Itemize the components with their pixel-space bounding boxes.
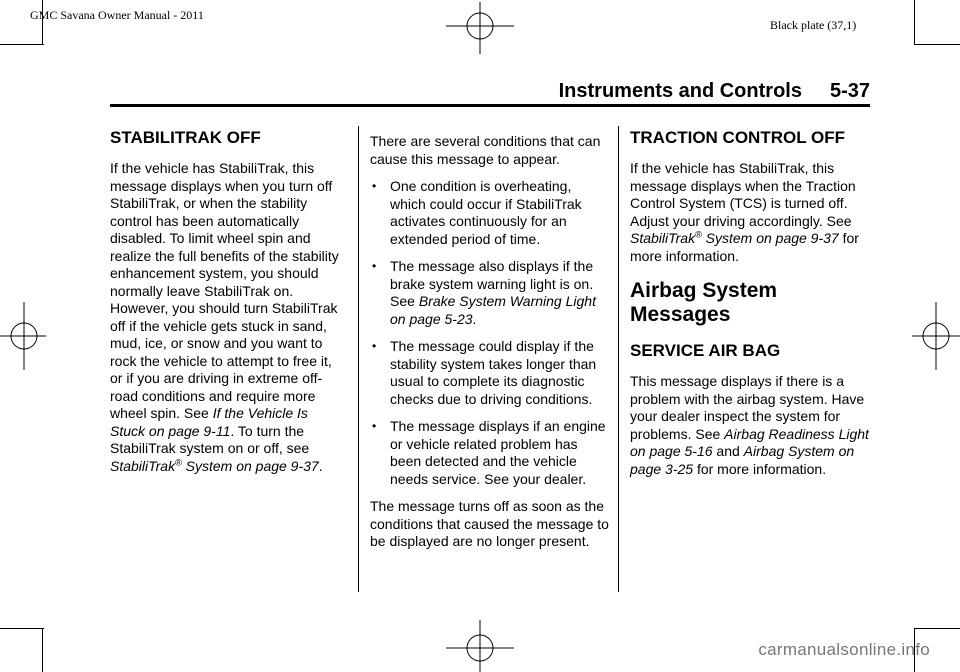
registration-target-icon [0, 302, 46, 370]
heading-traction-control-off: TRACTION CONTROL OFF [630, 128, 845, 147]
cross-reference[interactable]: StabiliTrak® System on page 9-37 [630, 229, 839, 246]
registration-target-icon [446, 620, 514, 672]
cross-reference[interactable]: If the Vehicle Is Stuck on page 9-11 [110, 405, 308, 439]
cross-reference[interactable]: Airbag Readiness Light on page 5-16 [630, 425, 869, 459]
paragraph: There are several conditions that can cause this message to appear. [370, 133, 601, 167]
list-item: • The message displays if an engine or vehicle related problem has been detected and the vehicle needs service. See your dealer. [372, 418, 606, 487]
section-header [110, 80, 870, 102]
registered-mark: ® [175, 456, 182, 467]
crop-mark [0, 628, 44, 629]
cross-reference[interactable]: Brake System Warning Light on page 5-23 [390, 293, 596, 327]
body-text: . [318, 457, 323, 474]
paragraph [110, 160, 346, 475]
crop-mark [42, 628, 43, 672]
section-title: Instruments and Controls [558, 80, 802, 102]
column-1 [110, 128, 346, 485]
heading-airbag-system-messages: Airbag System Messages [630, 279, 778, 326]
registered-mark: ® [695, 229, 702, 240]
bullet-icon: • [372, 339, 377, 353]
paragraph: If the vehicle has StabiliTrak, this message displays when the Traction Control System (TCS) is turned off. Adjust your driving accordingly. See StabiliTrak® System on page 9-37 for more information. [630, 160, 859, 264]
column-3 [630, 128, 870, 488]
heading-service-air-bag: SERVICE AIR BAG [630, 341, 781, 360]
bullet-icon: • [372, 179, 377, 193]
bullet-icon: • [372, 259, 377, 273]
watermark: carmanualsonline.info [758, 640, 930, 659]
registration-target-icon [446, 2, 514, 54]
heading-stabilitrak-off: STABILITRAK OFF [110, 128, 261, 147]
crop-mark [914, 628, 960, 629]
crop-mark [914, 0, 915, 44]
paragraph: This message displays if there is a problem with the airbag system. Have your dealer inspect the system for problems. See Airbag Readiness Light on page 5-16 and Airbag System on page 3-25 for more information. [630, 373, 869, 477]
body-text: If the vehicle has StabiliTrak, this message displays when you turn off StabiliTrak, or when the stability control has been automatically disabled. To limit wheel spin and realize the full benefits of the stability enhancement system, you should normally leave StabiliTrak on. However, you should turn StabiliTrak off if the vehicle gets stuck in sand, mud, ice, or snow and you want to rock the vehicle to attempt to free it, or if you are driving in extreme off-road conditions and require more wheel spin. See [110, 160, 339, 421]
paragraph: The message turns off as soon as the conditions that caused the message to be displayed are no longer present. [370, 498, 609, 549]
page-number: 5-37 [829, 80, 870, 102]
body-text: . To turn the StabiliTrak system on or off, see [110, 422, 310, 456]
list-item: • One condition is overheating, which could occur if StabiliTrak activates continuously for an extended period of time. [372, 178, 582, 247]
cross-reference[interactable]: Airbag System on page 3-25 [630, 443, 855, 477]
column-2 [370, 133, 610, 561]
crop-mark [0, 44, 44, 45]
print-header-title: GMC Savana Owner Manual - 2011 [30, 8, 204, 22]
column-divider [618, 126, 619, 592]
cross-reference[interactable]: StabiliTrak® System on page 9-37 [110, 456, 319, 474]
bullet-icon: • [372, 419, 377, 433]
list-item: • The message could display if the stability system takes longer than usual to complete its diagnostic checks due to driving conditions. [372, 338, 597, 407]
condition-list [370, 178, 610, 488]
crop-mark [914, 44, 960, 45]
print-header-plate: Black plate (37,1) [770, 18, 857, 32]
list-item: • The message also displays if the brake system warning light is on. See Brake System Warning Light on page 5-23. [372, 258, 596, 327]
registration-target-icon [912, 302, 960, 370]
column-divider [358, 126, 359, 592]
header-rule [110, 104, 870, 107]
